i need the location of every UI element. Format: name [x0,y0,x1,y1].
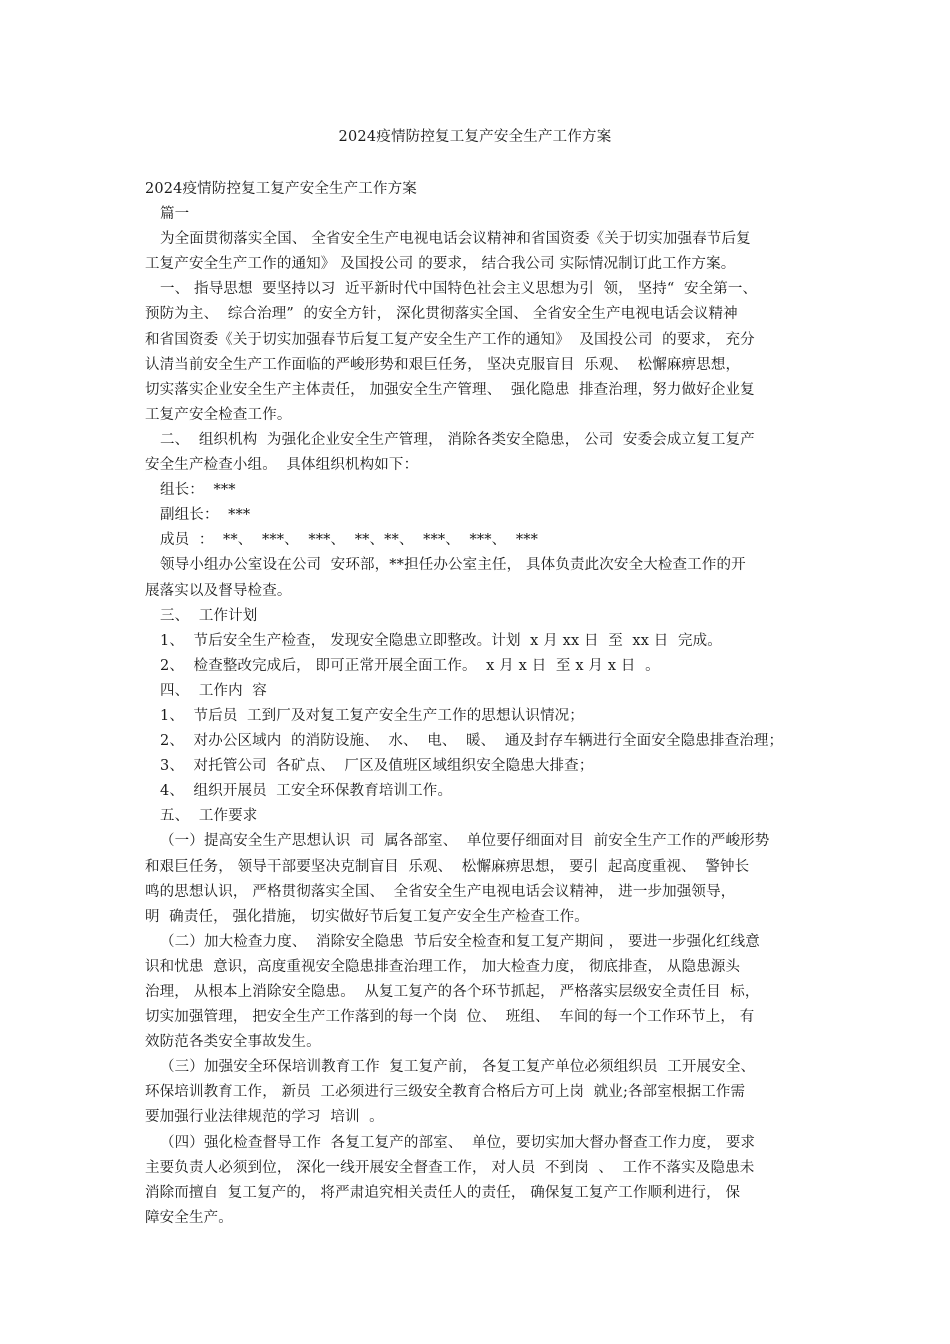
document-title: 2024疫情防控复工复产安全生产工作方案 [338,129,612,145]
paragraph-line: 4、 组织开展员 工安全环保教育培训工作。 [160,783,453,800]
paragraph-line: 一、 指导思想 要坚持以习 近平新时代中国特色社会主义思想为引 领， 坚持“ 安全第一、 [160,281,758,298]
paragraph-line: 和艰巨任务， 领导干部要坚决克制盲目 乐观、 松懈麻痹思想， 要引 起高度重视、 警钟长 [145,858,750,875]
paragraph-line: 和省国资委《关于切实加强春节后复工复产安全生产工作的通知》 及国投公司 的要求， 充分 [145,331,755,348]
paragraph-line: 展落实以及督导检查。 [145,582,292,599]
paragraph-line: 为全面贯彻落实全国、 全省安全生产电视电话会议精神和省国资委《关于切实加强春节后复 [160,231,751,248]
paragraph-line: 消除而擅自 复工复产的， 将严肃追究相关责任人的责任， 确保复工复产工作顺利进行， 保 [145,1184,741,1201]
section-label: 篇一 [160,206,190,223]
paragraph-line: 鸣的思想认识， 严格贯彻落实全国、 全省安全生产电视电话会议精神， 进一步加强领导， [145,883,736,900]
paragraph-line: 2、 对办公区域内 的消防设施、 水、 电、 暖、 通及封存车辆进行全面安全隐患排查治理； [160,733,784,750]
paragraph-line: 明 确责任， 强化措施， 切实做好节后复工复产安全生产检查工作。 [145,908,589,925]
paragraph-line: （三）加强安全环保培训教育工作 复工复产前， 各复工复产单位必须组织员 工开展安全、 [160,1059,756,1076]
paragraph-line: （二）加大检查力度、 消除安全隐患 节后安全检查和复工复产期间 ， 要进一步强化红线意 [160,933,760,950]
paragraph-line: 副组长： *** [160,507,251,524]
paragraph-line: 治理， 从根本上消除安全隐患。 从复工复产的各个环节抓起， 严格落实层级安全责任目 标， [145,984,760,1000]
paragraph-line: 主要负责人必须到位， 深化一线开展安全督查工作， 对人员 不到岗 、 工作不落实及隐患未 [145,1159,755,1176]
paragraph-line: 障安全生产。 [145,1209,233,1226]
paragraph-line: 2、 检查整改完成后， 即可正常开展全面工作。 x 月 x 日 至 x 月 x 日 。 [160,657,660,674]
paragraph-line: 识和忧患 意识，高度重视安全隐患排查治理工作， 加大检查力度， 彻底排查， 从隐患源头 [145,958,741,975]
paragraph-line: 3、 对托管公司 各矿点、 厂区及值班区域组织安全隐患大排查； [160,758,594,775]
paragraph-line: 1、 节后员 工到厂及对复工复产安全生产工作的思想认识情况； [160,707,584,724]
paragraph-line: 五、 工作要求 [160,808,258,825]
paragraph-line: 工复产安全生产工作的通知》 及国投公司 的要求， 结合我公司 实际情况制订此工作方案。 [145,256,736,273]
paragraph-line: 要加强行业法律规范的学习 培训 。 [145,1109,384,1126]
paragraph-line: 预防为主、 综合治理” 的安全方针， 深化贯彻落实全国、 全省安全生产电视电话会议精神 [145,306,738,323]
body-heading: 2024疫情防控复工复产安全生产工作方案 [145,181,417,197]
paragraph-line: 领导小组办公室设在公司 安环部，**担任办公室主任， 具体负责此次安全大检查工作的开 [160,557,746,574]
paragraph-line: 认清当前安全生产工作面临的严峻形势和艰巨任务， 坚决克服盲目 乐观、 松懈麻痹思想， [145,356,741,373]
document-body [145,177,817,1231]
paragraph-line: 工复产安全检查工作。 [145,406,292,423]
paragraph-line: 三、 工作计划 [160,607,258,624]
paragraph-line: 安全生产检查小组。 具体组织机构如下： [145,457,419,474]
paragraph-line: 环保培训教育工作， 新员 工必须进行三级安全教育合格后方可上岗 就业;各部室根据工作需 [145,1084,746,1101]
paragraph-line: 四、 工作内 容 [160,682,267,699]
paragraph-line: 组长： *** [160,482,236,499]
paragraph-line: 切实加强管理， 把安全生产工作落到的每一个岗 位、 班组、 车间的每一个工作环节上， 有 [145,1009,755,1026]
paragraph-line: （四）强化检查督导工作 各复工复产的部室、 单位，要切实加大督办督查工作力度， 要求 [160,1134,756,1151]
paragraph-line: 效防范各类安全事故发生。 [145,1034,321,1051]
paragraph-line: 1、 节后安全生产检查， 发现安全隐患立即整改。计划 x 月 xx 日 至 xx 日 完成。 [160,632,722,649]
paragraph-line: 切实落实企业安全生产主体责任， 加强安全生产管理、 强化隐患 排查治理，努力做好企业复 [145,381,755,398]
paragraph-line: 成员 ： **、 ***、 ***、 **、**、 ***、 ***、 *** [160,532,539,549]
paragraph-line: 二、 组织机构 为强化企业安全生产管理， 消除各类安全隐患， 公司 安委会成立复工复产 [160,431,755,448]
paragraph-line: （一）提高安全生产思想认识 司 属各部室、 单位要仔细面对目 前安全生产工作的严峻形势 [160,833,770,850]
